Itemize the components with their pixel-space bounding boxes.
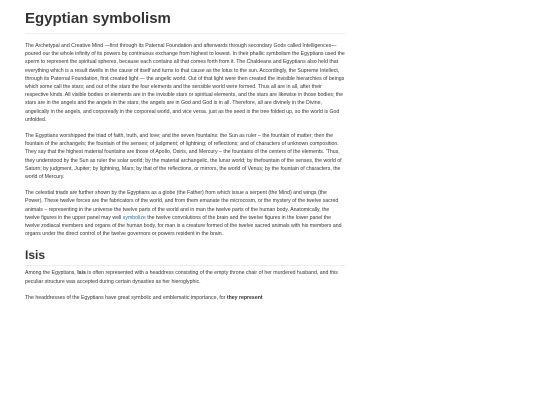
paragraph-text: The celestial triads are further shown by the Egyptians as a globe (the Father) from which issue a serpent (the Mind) and wings (the Power). These twelve forces are the fabricators of the world, and from them emanate the microcosm, or the mystery of the twelve sacred animals – representing in the universe the twelve parts of the world and in man the twelve parts of the human body. Anatomically, the twelve figures in the upper panel may well — [25, 190, 339, 221]
paragraph-text: the twelve convolutions of the brain and the twelve figures in the lower panel the twelve zodiacal members and organs of the human body, for man is a creature formed of the twelve sacred animals with his members and organs under the direct control of the twelve governors or powers resident in the brain. — [25, 214, 342, 238]
section-heading-isis: Isis — [25, 248, 345, 266]
bold-phrase: they represent — [226, 294, 263, 301]
bold-term-isis: Isis — [77, 270, 86, 277]
paragraph-text: Among the Egyptians, — [25, 270, 78, 277]
paragraph-headdresses — [25, 294, 345, 302]
symbolize-link[interactable]: symbolize — [122, 214, 146, 221]
paragraph-text: is often represented with a headdress consisting of the empty throne chair of her murdered husband, and this peculiar structure was accepted during certain dynasties as her hieroglyphic. — [25, 270, 338, 285]
paragraph-isis-headdress — [25, 269, 345, 285]
paragraph-celestial-triads — [25, 189, 345, 238]
page-title: Egyptian symbolism — [25, 10, 345, 34]
paragraph-seven-fountains: The Egyptians worshipped the triad of faith, truth, and love; and the seven fountains: the Sun as ruler – the fountain of matter; then the fountain of the archangels; the fountain of the senses; of judgment; of lightning; of reflections; and of characters of unknown composition. They say that the highest material fountains are those of Apollo, Osiris, and Mercury – the fountains of the centers of the elements. 'Thus, they understood by the Sun as ruler the solar world; by the material archangelic, the lunar world; by thefountain of the senses, the world of Saturn; by judgment, Jupiter; by lightning, Mars; by that of the reflections, or mirrors, the world of Venus; by the fountain of characters, the world of Mercury. — [25, 133, 342, 181]
article-content — [25, 10, 345, 302]
paragraph-text: The headdresses of the Egyptians have great symbolic and emblematic importance, for — [25, 294, 227, 301]
paragraph-intro: The Archetypal and Creative Mind —first through its Paternal Foundation and afterwards through secondary Gods called Intelligences— poured our the whole infinity of its powers by continuous exchange from highest to lowest. In their phallic symbolism the Egyptians used the sperm to represent the spiritual spheres, because each contains all that comes forth from it. The Chaldeans and Egyptians also held that everything which is a result dwells in the cause of itself and turns to that cause as the lotus to the sun. Accordingly, the Supreme Intellect, through its Paternal Foundation, first created light — the angelic world. Out of that light were then created the invisible hierarchies of beings which some call the stars; and out of the stars the four elements and the sensible world were formed. Thus all are in all, after their respective kinds. All visible bodies or elements are in the invisible stars or spiritual elements, and the stars are likewise in those bodies; the stars are in the angels and the angels in the stars; the angels are in God and God is in all. Therefore, all are divinely in the Divine, angelically in the angels, and corporeally in the corporeal world, and vice versa. just as the seed is the tree folded up, so the world is God unfolded. — [25, 43, 345, 123]
